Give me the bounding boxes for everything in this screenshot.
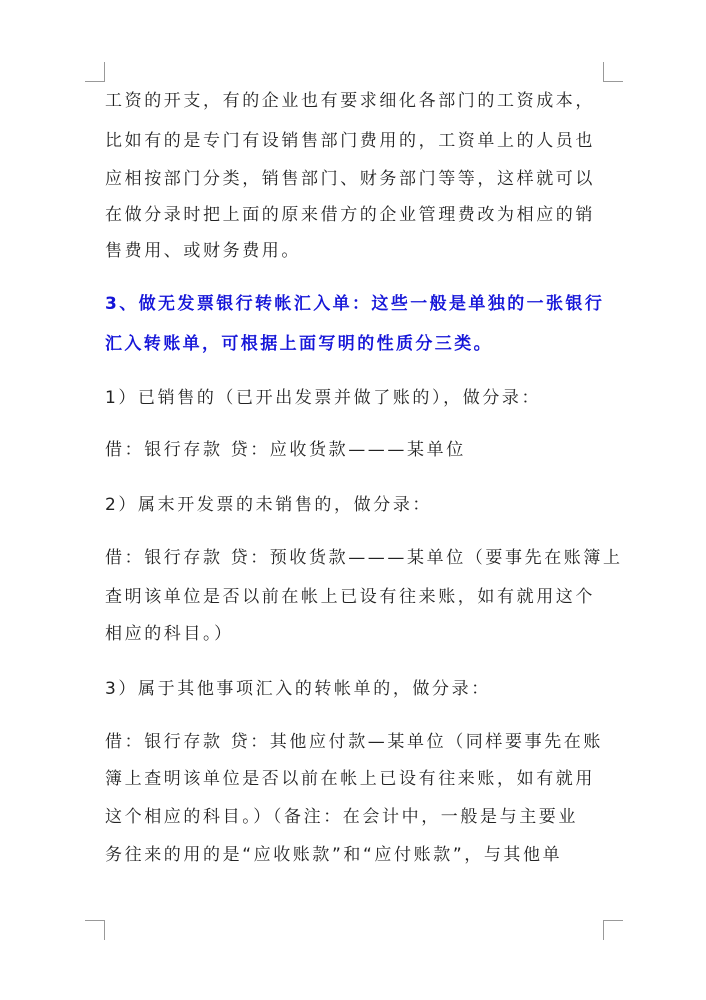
text-line: 应相按部门分类，销售部门、财务部门等等，这样就可以 (105, 169, 595, 189)
heading-line: 汇入转账单，可根据上面写明的性质分三类。 (105, 334, 493, 354)
text-line: 借：银行存款 贷：预收货款———某单位（要事先在账簿上 (105, 548, 623, 568)
text-line: 工资的开支，有的企业也有要求细化各部门的工资成本， (105, 91, 595, 111)
text-line: 相应的科目。） (105, 624, 234, 644)
list-item-2: 2）属末开发票的未销售的，做分录： (105, 495, 433, 515)
text-line: 簿上查明该单位是否以前在帐上已设有往来账，如有就用 (105, 769, 595, 789)
text-line: 查明该单位是否以前在帐上已设有往来账，如有就用这个 (105, 587, 595, 607)
text-line: 这个相应的科目。）（备注：在会计中，一般是与主要业 (105, 807, 578, 827)
entry-1: 借：银行存款 贷：应收货款———某单位 (105, 440, 466, 460)
text-line: 务往来的用的是“应收账款”和“应付账款”，与其他单 (105, 845, 563, 865)
text-line: 借：银行存款 贷：其他应付款—某单位（同样要事先在账 (105, 732, 604, 752)
list-item-1: 1）已销售的（已开出发票并做了账的），做分录： (105, 388, 542, 408)
text-line: 比如有的是专门有设销售部门费用的，工资单上的人员也 (105, 131, 595, 151)
heading-line: 3、做无发票银行转帐汇入单：这些一般是单独的一张银行 (105, 294, 605, 314)
text-line: 售费用、或财务费用。 (105, 241, 301, 261)
list-item-3: 3）属于其他事项汇入的转帐单的，做分录： (105, 679, 491, 699)
text-line: 在做分录时把上面的原来借方的企业管理费改为相应的销 (105, 205, 595, 225)
